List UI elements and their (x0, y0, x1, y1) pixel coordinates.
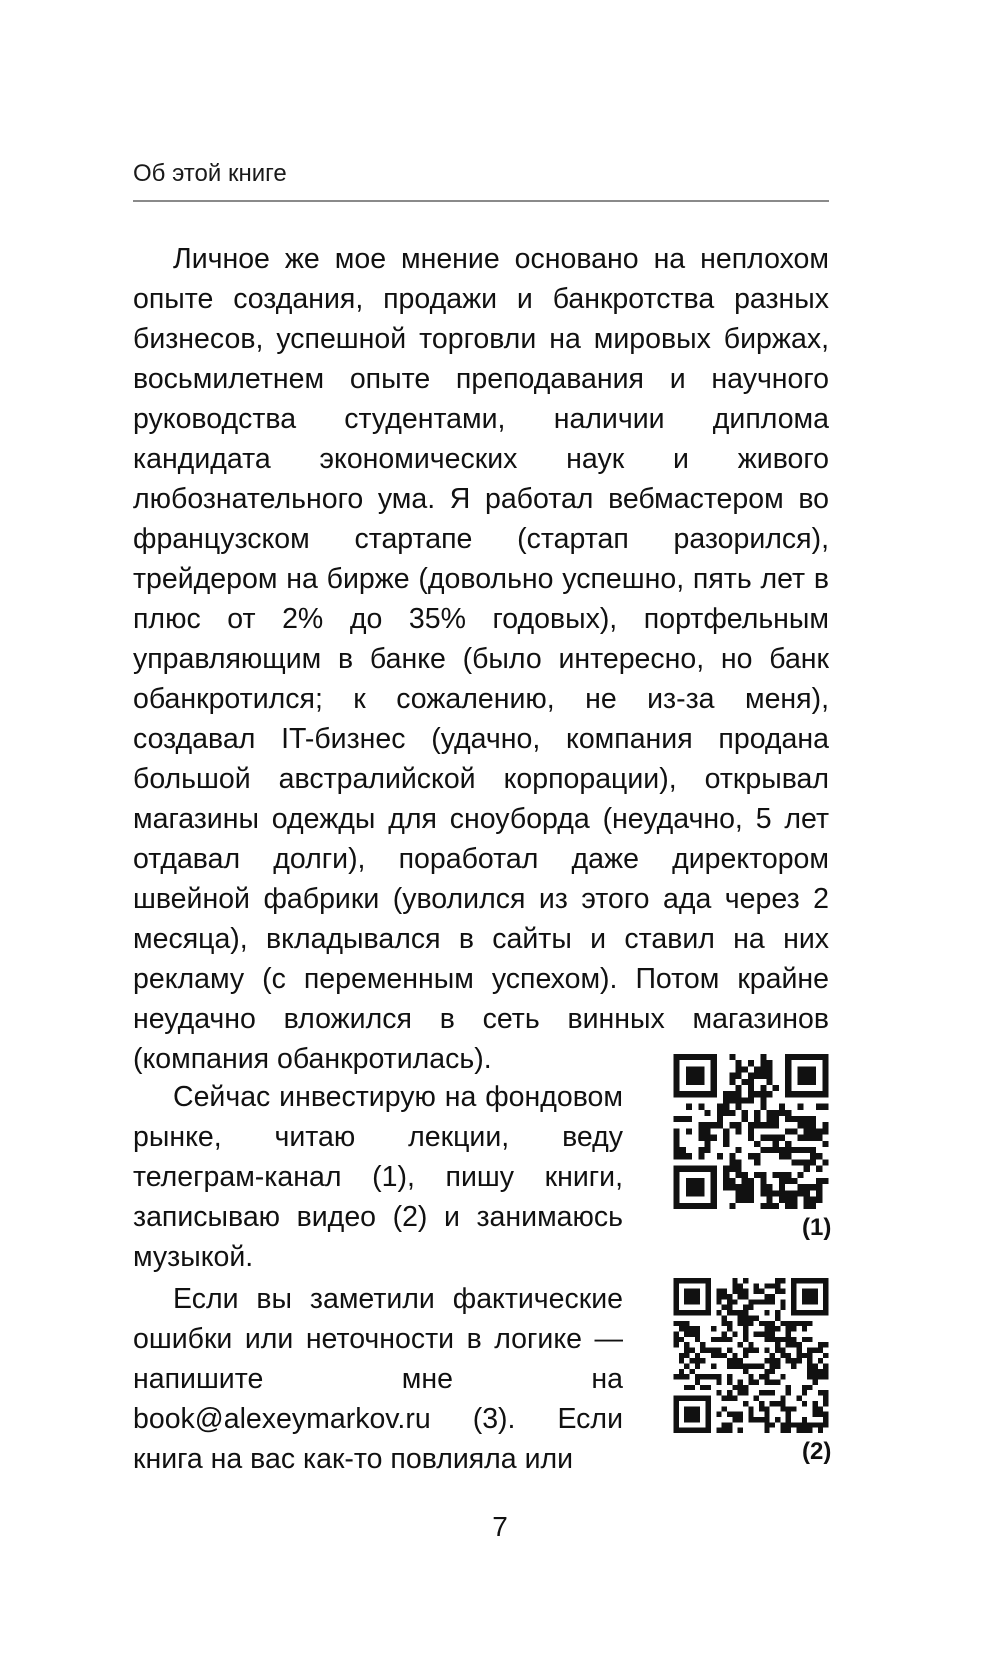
qr-caption-2: (2) (802, 1438, 832, 1465)
running-header: Об этой книге (133, 160, 287, 187)
page-number: 7 (492, 1511, 508, 1542)
paragraph-3 (133, 1279, 623, 1479)
paragraph-2 (133, 1077, 623, 1277)
qr-caption-1: (1) (802, 1214, 832, 1241)
header-divider (133, 200, 829, 202)
paragraph-3-text: Если вы заметили фактические ошибки или неточности в логике — напишите мне на book@alexeymarkov.ru (3). Если книга на вас как-то повлияла или (133, 1283, 623, 1475)
paragraph-1 (133, 239, 829, 1079)
paragraph-2-text: Сейчас инвестирую на фондовом рынке, читаю лекции, веду телеграм-канал (1), пишу книги, записываю видео (2) и занимаюсь музыкой. (133, 1081, 623, 1273)
qr-code-icon (673, 1278, 829, 1433)
paragraph-1-text: Личное же мое мнение основано на неплохом опыте создания, продажи и банкротства разных бизнесов, успешной торговли на мировых биржах, восьмилетнем опыте преподавания и научного руководства студентами, наличии диплома кандидата экономических наук и живого любознательного ума. Я работал вебмастером во французском стартапе (стартап разорился), трейдером на бирже (довольно успешно, пять лет в плюс от 2% до 35% годовых), портфельным управляющим в банке (было интересно, но банк обанкротился; к сожалению, не из-за меня), создавал IT-бизнес (удачно, компания продана большой австралийской корпорации), открывал магазины одежды для сноуборда (неудачно, 5 лет отдавал долги), поработал даже директором швейной фабрики (уволился из этого ада через 2 месяца), вкладывался в сайты и ставил на них рекламу (с переменным успехом). Потом крайне неудачно вложился в сеть винных магазинов (компания обанкротилась). (133, 243, 829, 1075)
qr-code-icon (673, 1054, 829, 1209)
